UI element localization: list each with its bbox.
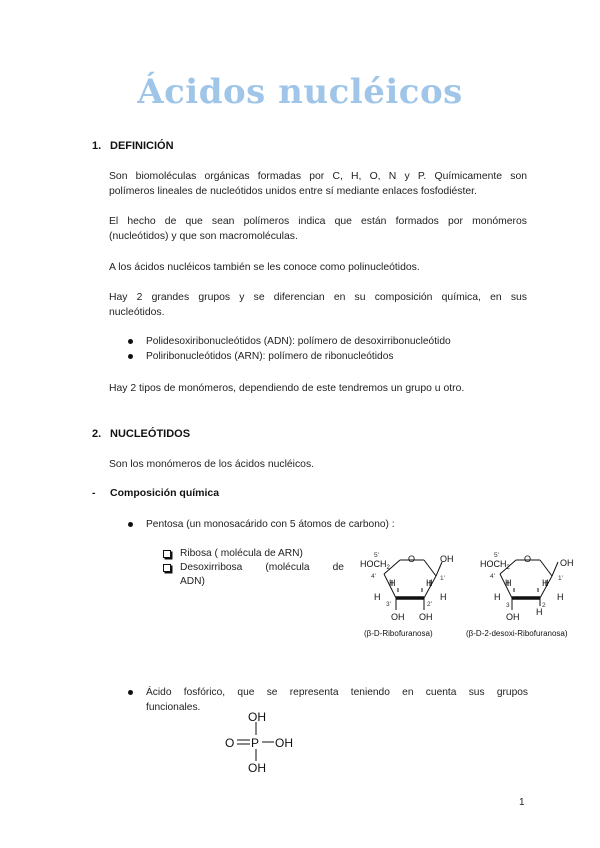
section-number: 2. <box>92 428 102 440</box>
subscript-text: 2 <box>386 565 390 571</box>
hydrogen-label: H <box>374 592 381 602</box>
list-item <box>128 685 528 715</box>
list-item-text: Pentosa (un monosacárido con 5 átomos de carbono) : <box>146 519 395 530</box>
checkbox-bullet-icon <box>163 550 171 558</box>
carbon-label: 5' <box>374 552 379 559</box>
paragraph-polymers <box>109 214 527 244</box>
list-item <box>128 334 451 349</box>
carbon-label: 1' <box>440 575 445 582</box>
hoch-text: HOCH <box>480 559 507 569</box>
bullet-icon <box>128 354 133 359</box>
structure-caption: (β-D-2-desoxi-Ribofuranosa) <box>466 629 568 638</box>
section-title: NUCLEÓTIDOS <box>110 428 191 440</box>
oh-label: OH <box>506 612 520 622</box>
section-heading-nucleotidos <box>92 428 190 440</box>
paragraph-line: nucleótidos. <box>109 307 165 318</box>
paragraph-definition <box>109 169 527 199</box>
hydrogen-label: H <box>426 578 433 588</box>
oh-label: OH <box>391 612 405 622</box>
bullet-pentosa <box>128 517 395 532</box>
hoch2-label <box>360 559 391 571</box>
carbon-label: 3' <box>386 601 391 608</box>
oxygen-label: O <box>225 736 235 750</box>
oh-label: OH <box>275 736 293 750</box>
list-item-text: Polidesoxiribonucleótidos (ADN): polímero de desoxirribonucleótido <box>146 336 451 347</box>
phosphorus-label: P <box>251 736 260 750</box>
phosphoric-acid-structure <box>220 708 304 774</box>
paragraph-nucleotides-intro: Son los monómeros de los ácidos nucléicos. <box>109 459 315 470</box>
ribose-structure <box>354 548 466 644</box>
list-item <box>128 349 451 364</box>
list-item-line: funcionales. <box>146 702 201 713</box>
hoch2-label <box>480 559 511 571</box>
hoch-text: HOCH <box>360 559 387 569</box>
oh-label: OH <box>248 761 266 774</box>
list-item-line <box>180 561 344 575</box>
bullet-acido-fosforico <box>128 685 528 715</box>
paragraph-line: Son biomoléculas orgánicas formadas por C, H, O, N y P. Químicamente son <box>109 171 527 182</box>
carbon-label: 2' <box>427 601 432 608</box>
oh-label: OH <box>440 554 454 564</box>
carbon-label: 5' <box>494 552 499 559</box>
subheading-composition <box>92 487 219 499</box>
subscript-text: 2 <box>506 565 510 571</box>
word: (molécula <box>265 562 310 573</box>
section-title: DEFINICIÓN <box>110 140 174 152</box>
hydrogen-label: H <box>536 607 543 617</box>
section-number: 1. <box>92 140 102 152</box>
hydrogen-label: H <box>505 578 512 588</box>
list-item-text: Poliribonucleótidos (ARN): polímero de ribonucleótidos <box>146 351 394 362</box>
oxygen-label: O <box>408 554 416 564</box>
paragraph-line: polímeros lineales de nucleótidos unidos entre sí mediante enlaces fosfodiéster. <box>109 186 477 197</box>
structure-caption: (β-D-Ribofuranosa) <box>364 629 433 638</box>
hydrogen-label: H <box>440 592 447 602</box>
deoxyribose-structure <box>466 548 590 644</box>
paragraph-line: Hay 2 grandes grupos y se diferencian en su composición química, en sus <box>109 292 527 303</box>
page-title: Ácidos nucléicos <box>137 72 463 112</box>
hydrogen-label: H <box>494 592 501 602</box>
oh-label: OH <box>248 710 266 724</box>
oxygen-label: O <box>524 554 532 564</box>
list-item-line: ADN) <box>180 576 205 587</box>
sugar-list <box>162 547 344 589</box>
hydrogen-label: H <box>542 578 549 588</box>
word: Desoxirribosa <box>180 562 243 573</box>
paragraph-monomer-types: Hay 2 tipos de monómeros, dependiendo de este tendremos un grupo u otro. <box>109 383 465 394</box>
word: de <box>332 562 344 573</box>
list-item <box>128 517 395 532</box>
list-item-text: Ribosa ( molécula de ARN) <box>180 548 303 559</box>
list-item-desoxirribosa <box>162 561 344 589</box>
carbon-label: 2 <box>542 602 546 609</box>
hydrogen-label: H <box>389 578 396 588</box>
oh-label: OH <box>560 558 574 568</box>
bullet-list-groups <box>128 334 451 364</box>
carbon-label: 4' <box>371 573 376 580</box>
paragraph-line: (nucleótidos) y que son macromoléculas. <box>109 231 298 242</box>
section-heading-definicion <box>92 140 174 152</box>
bullet-icon <box>128 339 133 344</box>
carbon-label: 3 <box>506 602 510 609</box>
carbon-label: 1' <box>558 575 563 582</box>
dash-marker: - <box>92 487 96 499</box>
page-number: 1 <box>519 797 525 808</box>
list-item-line: Ácido fosfórico, que se representa teniendo en cuenta sus grupos <box>146 687 528 698</box>
paragraph-line: El hecho de que sean polímeros indica que están formados por monómeros <box>109 216 527 227</box>
paragraph-groups <box>109 290 527 320</box>
bullet-icon <box>128 690 133 695</box>
hydrogen-label: H <box>557 592 564 602</box>
paragraph-polynucleotides: A los ácidos nucléicos también se les conoce como polinucleótidos. <box>109 262 420 273</box>
bullet-icon <box>128 522 133 527</box>
subheading-text: Composición química <box>110 487 220 499</box>
carbon-label: 4' <box>490 573 495 580</box>
list-item-ribosa <box>162 547 344 561</box>
checkbox-bullet-icon <box>163 564 171 572</box>
oh-label: OH <box>419 612 433 622</box>
